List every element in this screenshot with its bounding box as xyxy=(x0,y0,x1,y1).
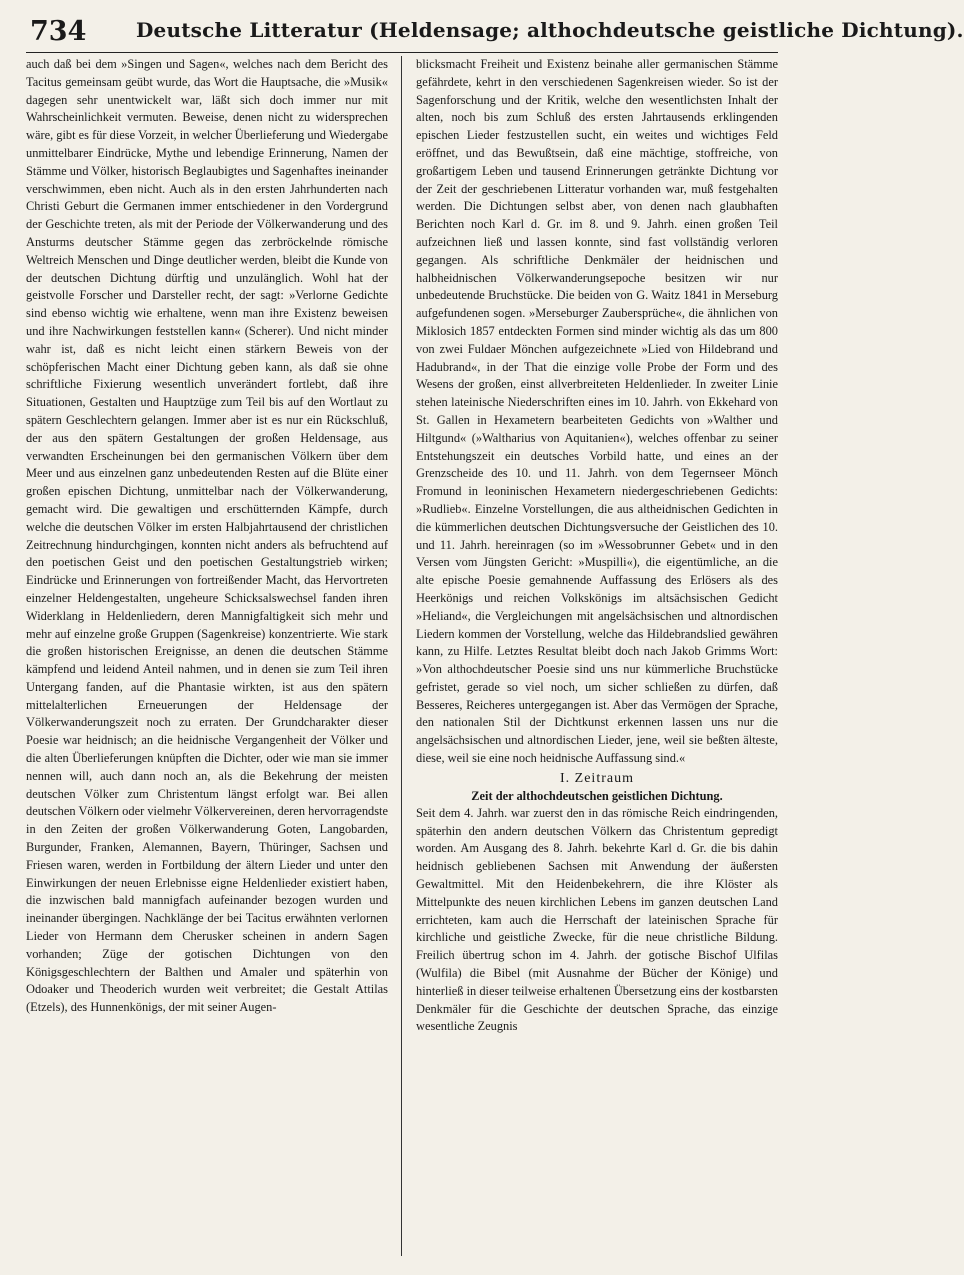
left-column xyxy=(26,56,388,1017)
left-column-text: auch daß bei dem »Singen und Sagen«, welches nach dem Bericht des Tacitus gemeinsam geübt wurde, das Wort die Hauptsache, die »Musik« dagegen sehr unentwickelt war, läßt sich doch immer nur mit Wahrscheinlichkeit vermuten. Beweise, denen nicht zu widersprechen wäre, gibt es für diese Vorzeit, in welcher Überlieferung und Wiedergabe unmittelbarer Eindrücke, Mythe und lebendige Erinnerung, Namen der Stämme und Völker, historisch Beglaubigtes und Sagenhaftes ineinander verschwimmen, eben nicht. Auch als in den ersten Jahrhunderten nach Christi Geburt die Germanen immer entschiedener in den Vordergrund der Geschichte treten, als mit der Periode der Völkerwanderung und des Ansturms deutscher Stämme gegen das zerbröckelnde römische Weltreich Menschen und Dinge deutlicher werden, bleibt die Kunde von der deutschen Dichtung dürftig und unzulänglich. Wohl hat der geistvolle Forscher und Darsteller recht, der sagt: »Verlorne Gedichte sind ebenso wichtig wie erhaltene, wenn man ihre Existenz beweisen und ihre Nachwirkungen feststellen kann« (Scherer). Und nicht minder wahr ist, daß es nicht leicht einen stärkern Beweis von der schöpferischen Macht einer Dichtung geben kann, als daß sie ohne schriftliche Fixierung wesentlich unverändert fortlebt, daß ihre Situationen, Gestalten und Hauptzüge zum Teil bis auf den Wortlaut zu spätern Geschlechtern gelangen. Immer aber ist es nur ein Rückschluß, der aus den spätern Gestaltungen der großen Heldensage, aus verwandten Erscheinungen bei den germanischen Völkern über dem Meer und aus einzelnen ganz unbedeutenden Resten auf die Blüte einer großen epischen Dichtung, unmittelbar nach der Völkerwanderung, gemacht wird. Die gewaltigen und erschütternden Kämpfe, durch welche die deutschen Völker im ersten Halbjahrtausend der christlichen Zeitrechnung hindurchgingen, konnten nicht anders als befruchtend auf den poetischen Geist und den poetischen Gestaltungstrieb wirken; Eindrücke und Erinnerungen von fortreißender Macht, das Hervortreten einzelner Heldengestalten, ungeheure Schicksalswechsel fanden ihren Widerklang in Heldenliedern, deren Mannigfaltigkeit sich mehr und mehr auf einzelne große Gruppen (Sagenkreise) konzentrierte. Wie stark die großen historischen Ereignisse, an denen die deutschen Stämme kämpfend und leidend Anteil nahmen, und in denen sie zum Teil ihren Untergang fanden, auf die Phantasie wirkten, ist aus den spätern mittelalterlichen Erneuerungen der Heldensage der Völkerwanderungszeit noch zu erraten. Der Grundcharakter dieser Poesie war heidnisch; an die heidnische Vergangenheit der Völker und die alten Überlieferungen knüpften die Dichter, oder wie man sie immer nennen will, auch dann noch an, als die Bekehrung der meisten deutschen Völker zum Christentum längst erfolgt war. Bei allen deutschen Völkern oder vielmehr Völkervereinen, deren hervorragendste in den Zeiten der großen Völkerwanderung Goten, Langobarden, Burgunder, Franken, Alemannen, Bayern, Thüringer, Sachsen und Friesen waren, werden in Fortbildung der ältern Lieder und unter den Einwirkungen der neuen Erlebnisse eigne Heldenlieder existiert haben, die inzwischen bald mannigfach aufeinander bezogen wurden und ineinander übergingen. Nachklänge der bei Tacitus erwähnten verlornen Lieder von Hermann dem Cherusker scheinen in andern Sagen vorhanden; Züge der gotischen Dichtungen von den Königsgeschlechtern der Balthen und Amaler und späterhin von Odoaker und Theoderich wurden weit verbreitet; die Gestalt Attilas (Etzels), des Hunnenkönigs, der mit seiner Augen- xyxy=(26,57,388,1015)
page-header xyxy=(26,12,964,53)
right-paragraph-2: Seit dem 4. Jahrh. war zuerst den in das römische Reich eindringenden, späterhin den andern deutschen Völkern das Christentum gepredigt worden. Am Ausgang des 8. Jahrh. bekehrte Karl d. Gr. die bis dahin heidnisch gebliebenen Sachsen mit Anwendung der äußersten Gewaltmittel. Mit den Heidenbekehrern, die ihre Klöster als Mittelpunkte des neuen kirchlichen Lebens im ganzen deutschen Land errichteten, kam auch die Herrschaft der lateinischen Sprache für kirchliche und geistliche Zwecke, für die neue christliche Bildung. Freilich übertrug schon im 4. Jahrh. der gotische Bischof Ulfilas (Wulfila) die Bibel (mit Ausnahme der Bücher der Könige) und hinterließ in dieser teilweise erhaltenen Übersetzung eins der kostbarsten Denkmäler für die Geschichte der deutschen Sprache, das einzige wesentliche Zeugnis xyxy=(416,805,778,1034)
document-page xyxy=(26,12,964,1262)
column-divider xyxy=(401,56,402,1256)
section-subtitle: Zeit der althochdeutschen geistlichen Dichtung. xyxy=(471,788,723,803)
running-head: Deutsche Litteratur (Heldensage; althochdeutsche geistliche Dichtung). xyxy=(136,18,964,42)
page-number: 734 xyxy=(30,16,87,47)
section-title: I. Zeitraum xyxy=(560,770,634,786)
right-column xyxy=(416,56,778,1036)
right-paragraph-1: blicksmacht Freiheit und Existenz beinahe aller germanischen Stämme gefährdete, kehrt in den verschiedenen Sagenkreisen wieder. So ist der Sagenforschung und der Kritik, welche den wesentlichsten Inhalt der alten, noch bis zum Schluß des ersten Jahrtausends erklingenden epischen Lieder festzustellen sucht, ein weites und wichtiges Feld eröffnet, und das Bewußtsein, daß eine mächtige, stoffreiche, von großartigem Leben und tausend Erinnerungen getränkte Dichtung vor der Zeit der geschriebenen Litteratur vorhanden war, muß festgehalten werden. Die Dichtungen selbst aber, von denen nach glaubhaften Berichten noch Karl d. Gr. im 8. und 9. Jahrh. einen großen Teil aufzeichnen ließ und lassen konnte, sind fast vollständig verloren gegangen. Als schriftliche Denkmäler der heidnischen und halbheidnischen Völkerwanderungsepoche besitzen wir nur unbedeutende Bruchstücke. Die beiden von G. Waitz 1841 in Merseburg aufgefundenen sogen. »Merseburger Zaubersprüche«, die ähnlichen von Miklosich 1857 entdeckten Formen sind minder wichtig als das um 800 von zwei Fuldaer Mönchen aufgezeichnete »Lied von Hildebrand und Hadubrand«, in der That die einzige volle Probe der Form und des Wesens der großen, einst allverbreiteten Heldenlieder. In zweiter Linie stehen lateinische Niederschriften eines im 10. Jahrh. von Ekkehard von St. Gallen in Hexametern bearbeiteten Gedichts von »Walther und Hiltgund« (»Waltharius von Aquitanien«), welches offenbar zu seiner Entstehungszeit ein deutsches Vorbild hatte, und eines an der Grenzscheide des 10. und 11. Jahrh. von dem Tegernseer Mönch Fromund in leoninischen Hexametern niedergeschriebenen Gedichts: »Rudlieb«. Einzelne Vorstellungen, die aus altheidnischen Gedichten in die kümmerlichen deutschen Dichtungsversuche der Geistlichen des 10. und 11. Jahrh. hereinragen (so im »Wessobrunner Gebet« und in den Versen vom Jüngsten Gericht: »Muspilli«), die eigentümliche, an die alte epische Poesie gemahnende Auffassung des Erlösers als des Heerkönigs und reichen Volkskönigs im altsächsischen Gedicht »Heliand«, die Vergleichungen mit angelsächsischen und altnordischen Liedern kommen der Vorstellung, welche das Hildebrandslied gewähren kann, zu Hilfe. Letztes Resultat bleibt doch nach Jakob Grimms Wort: »Von althochdeutscher Poesie sind uns nur kümmerliche Bruchstücke gefristet, gerade so viel noch, um sicher schließen zu dürfen, daß Besseres, Reicheres untergegangen ist. Aber das Vermögen der Sprache, den nationalen Stil der Dichtkunst erkennen lassen uns nur die angelsächsischen und altnordischen Lieder, jene, weil sie beßten älteste, diese, weil sie eine noch heidnische Auffassung sind.« xyxy=(416,57,778,766)
